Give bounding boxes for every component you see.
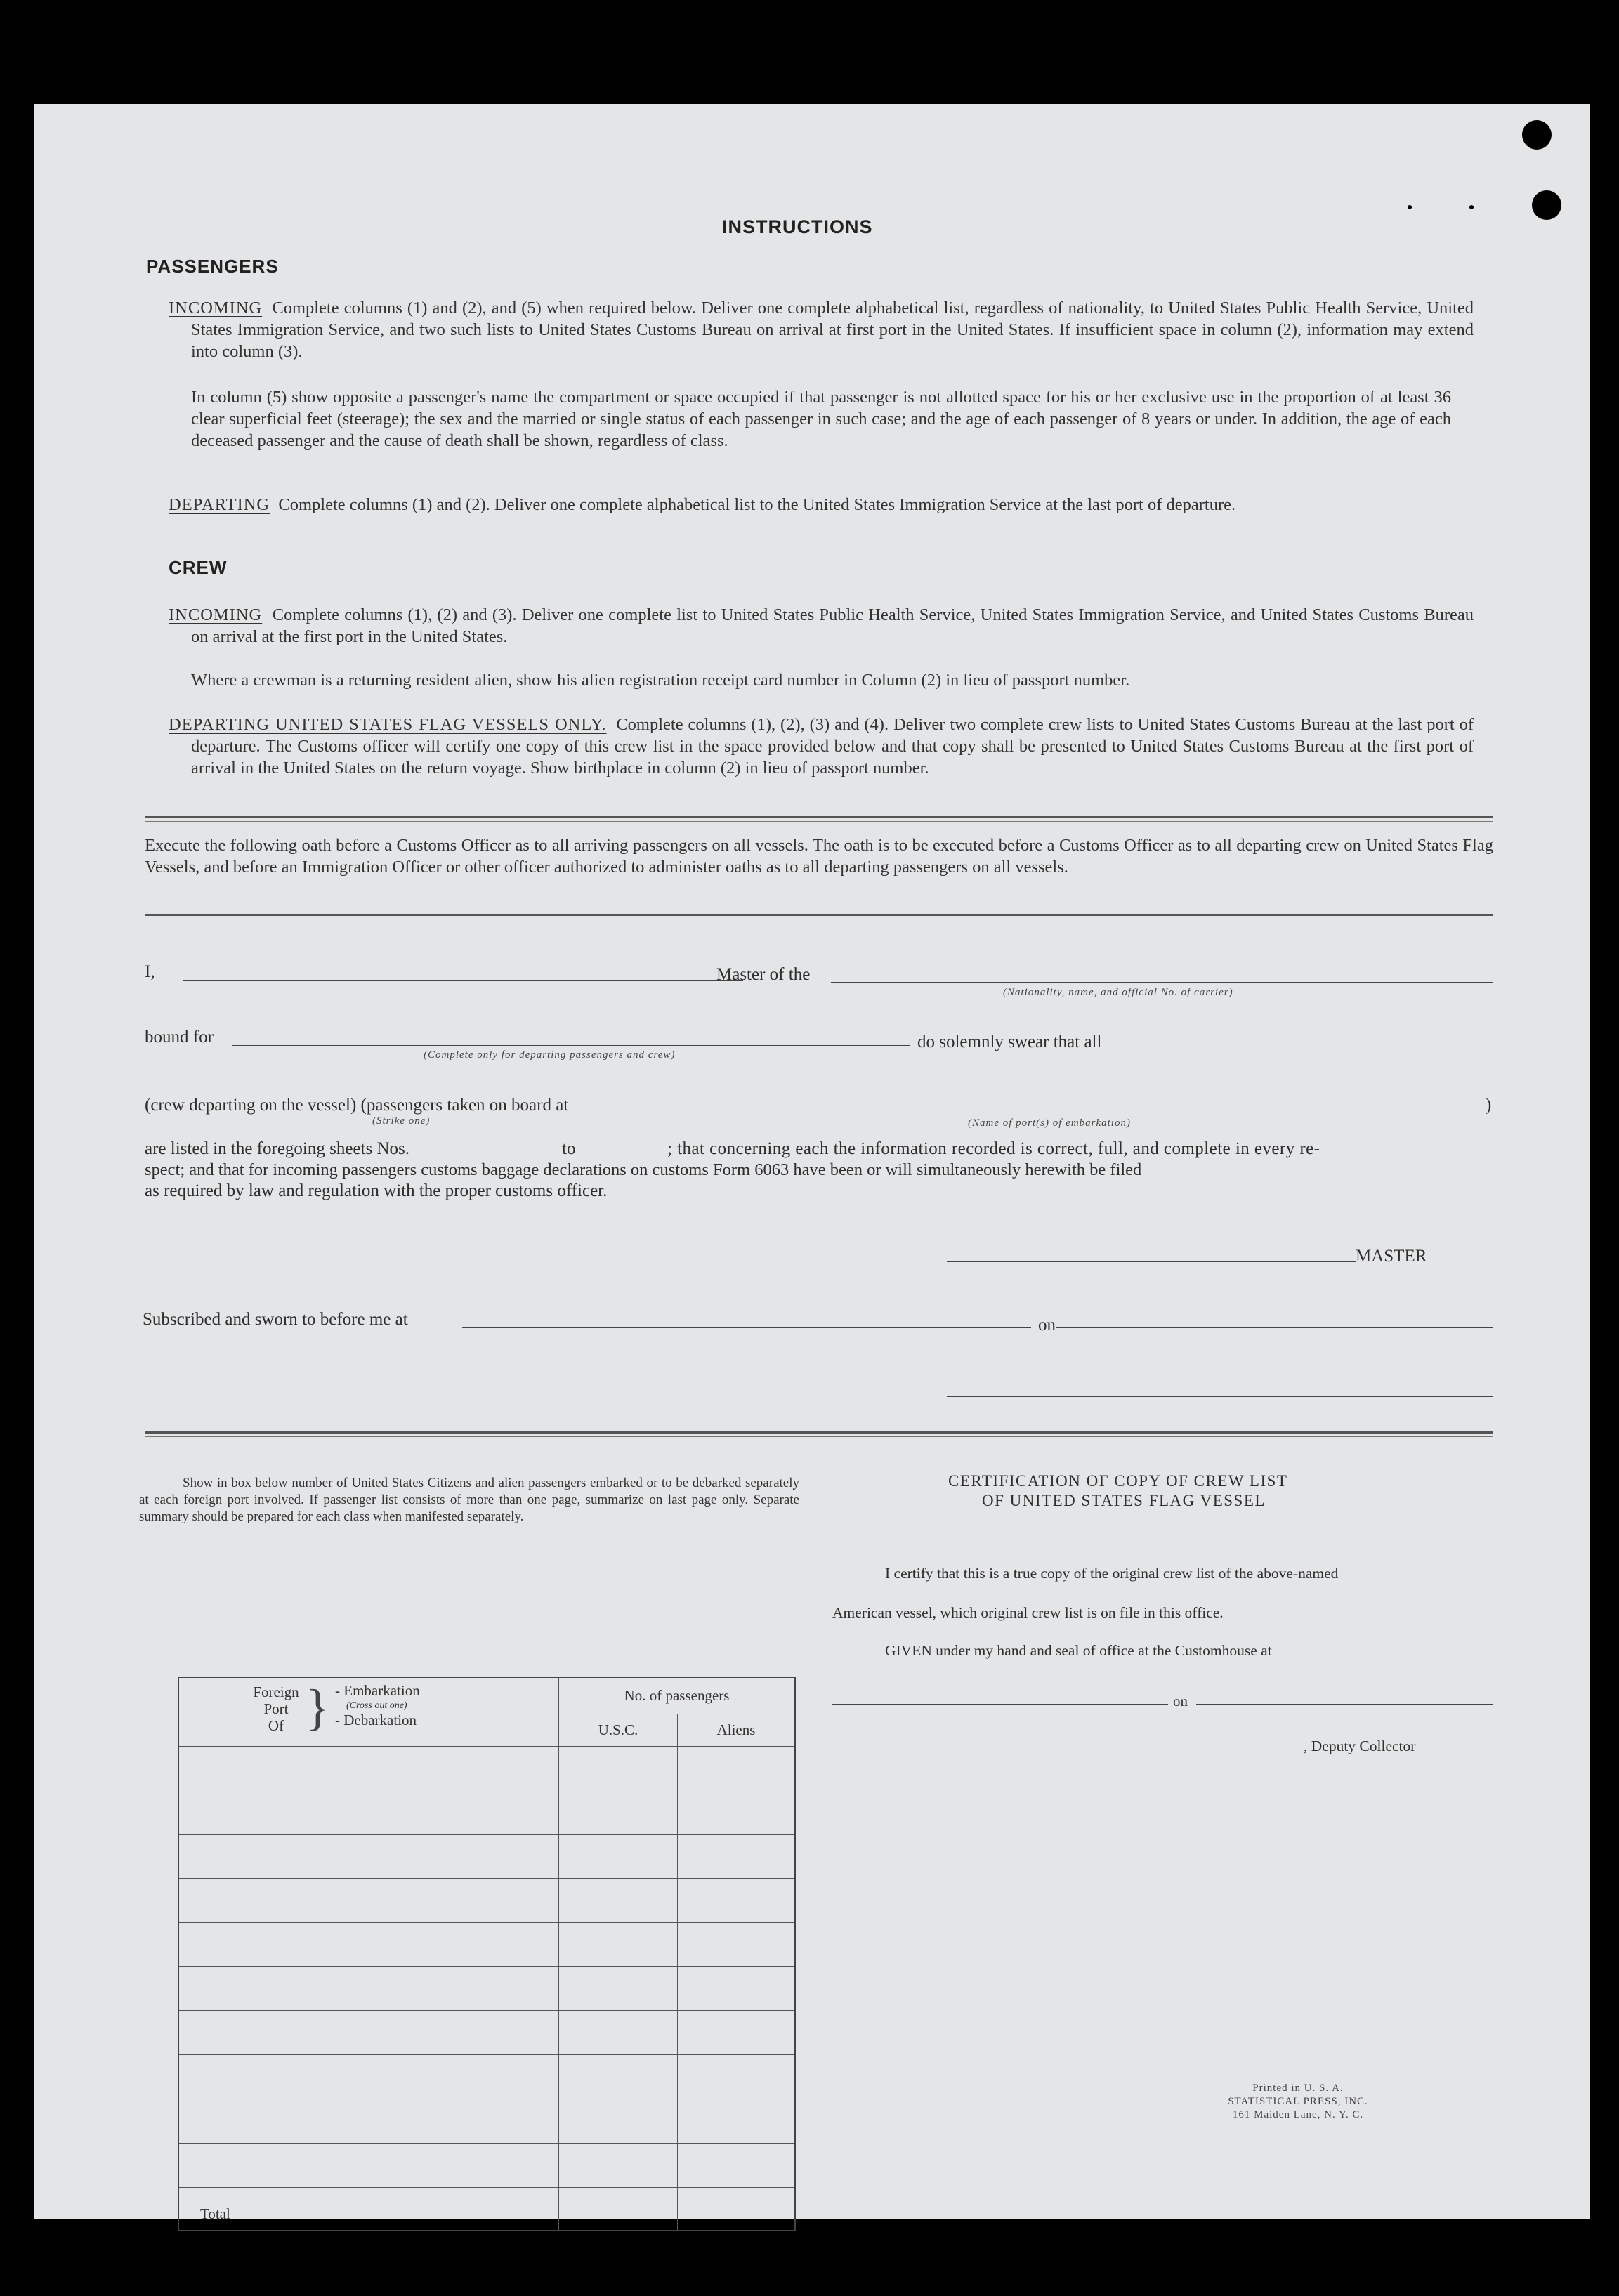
oath-i-label: I, [145,962,155,981]
certification-line-2: American vessel, which original crew list is on file in this office. [832,1604,1224,1621]
passengers-incoming-text: Complete columns (1) and (2), and (5) when required below. Deliver one complete alphabetical list, regardless of nationality, to United States Public Health Service, United States Immigration Service, and two such lists to United States Customs Bureau on arrival at first port in the United States. If insufficient space in column (2), information may extend into column (3). [191,299,1474,361]
crew-departing-label: (crew departing on the vessel) (passengers taken on board at [145,1096,569,1115]
total-usc-cell[interactable] [559,2187,678,2231]
crew-incoming-paragraph [169,604,1474,648]
carrier-hint: (Nationality, name, and official No. of carrier) [1003,987,1233,998]
usc-cell[interactable] [559,1835,678,1879]
speck [1408,205,1412,209]
port-row-8[interactable] [178,2055,559,2099]
carrier-field[interactable] [831,982,1493,983]
crew-incoming-label: INCOMING [169,605,263,624]
no-passengers-header: No. of passengers [559,1677,796,1714]
crew-departing-paragraph [169,714,1474,779]
usc-cell[interactable] [559,1790,678,1835]
total-label: Total [178,2187,559,2231]
total-aliens-cell[interactable] [678,2187,796,2231]
crew-departing-label: DEPARTING UNITED STATES FLAG VESSELS ONLY. [169,715,607,734]
port-row-4[interactable] [178,1878,559,1922]
port-row-1[interactable] [178,1746,559,1790]
close-paren: ) [1486,1096,1492,1115]
aliens-cell[interactable] [678,1835,796,1879]
bound-for-hint: (Complete only for departing passengers and crew) [424,1049,676,1061]
aliens-cell[interactable] [678,1922,796,1967]
passengers-incoming-paragraph [169,297,1474,362]
usc-cell[interactable] [559,2143,678,2187]
printer-line-2: STATISTICAL PRESS, INC. [1228,2096,1368,2107]
speck [1469,205,1474,209]
crew-alien-paragraph: Where a crewman is a returning resident alien, show his alien registration receipt card number in Column (2) in lieu of passport number. [191,671,1130,690]
oath-body-1: ; that concerning each the information recorded is correct, full, and complete in every re- [667,1139,1320,1158]
sworn-place-field[interactable] [462,1327,1031,1328]
usc-cell[interactable] [559,1878,678,1922]
bottom-divider [145,1431,1493,1437]
oath-divider [145,914,1493,919]
aliens-cell[interactable] [678,2143,796,2187]
aliens-cell[interactable] [678,1790,796,1835]
master-signature-field[interactable] [947,1261,1356,1262]
foreign-port-header: Foreign Port Of } - Embarkation (Cross out one) - Debarkation [178,1677,559,1746]
swear-label: do solemnly swear that all [917,1032,1102,1051]
usc-cell[interactable] [559,2011,678,2055]
aliens-cell[interactable] [678,1746,796,1790]
passengers-column5-paragraph: In column (5) show opposite a passenger's name the compartment or space occupied if that passenger is not allotted space for his or her exclusive use in the proportion of at least 36 clear superficial feet (steerage); the sex and the married or single status of each passenger in such case; and the age of each passenger of 8 years or under. In addition, the age of each deceased passenger and the cause of death shall be shown, regardless of class. [191,388,1451,450]
certification-subtitle: OF UNITED STATES FLAG VESSEL [982,1492,1266,1509]
punch-hole [1522,120,1552,150]
embarkation-label: - Embarkation [335,1682,420,1699]
master-name-field[interactable] [183,980,743,981]
master-of-label: Master of the [716,965,811,984]
passengers-heading: PASSENGERS [146,256,279,277]
bound-for-label: bound for [145,1028,214,1047]
crew-departing-text: Complete columns (1), (2), (3) and (4). Deliver two complete crew lists to United States Customs Bureau at the last port of departure. The Customs officer will certify one copy of this crew list in the space provided below and that copy shall be presented to United States Customs Bureau at the first port of arrival in the United States on the return voyage. Show birthplace in column (2) in lieu of passport number. [191,715,1474,778]
page-title: INSTRUCTIONS [722,216,873,237]
of-label: Of [268,1717,284,1734]
port-row-2[interactable] [178,1790,559,1835]
aliens-cell[interactable] [678,1967,796,2011]
usc-header: U.S.C. [559,1714,678,1746]
deputy-collector-label: , Deputy Collector [1304,1738,1416,1754]
printer-line-1: Printed in U. S. A. [1252,2082,1344,2094]
usc-cell[interactable] [559,2099,678,2143]
crew-heading: CREW [169,557,228,578]
passengers-departing-paragraph [169,494,1474,516]
certification-on-label: on [1173,1693,1188,1710]
aliens-cell[interactable] [678,2011,796,2055]
printer-line-3: 161 Maiden Lane, N. Y. C. [1232,2109,1364,2120]
subscribed-label: Subscribed and sworn to before me at [143,1310,408,1329]
sheets-to-label: to [562,1139,576,1158]
port-row-10[interactable] [178,2143,559,2187]
summary-instructions: Show in box below number of United States Citizens and alien passengers embarked or to be debarked separately at each foreign port involved. If passenger list consists of more than one page, summarize on last page only. Separate summary should be prepared for each class when manifested separately. [139,1476,799,1524]
oath-body-2: spect; and that for incoming passengers customs baggage declarations on customs Form 6063 have been or will simultaneously herewith be filed [145,1160,1142,1179]
sworn-on-label: on [1038,1316,1056,1334]
foreign-label: Foreign [253,1684,299,1700]
port-row-5[interactable] [178,1922,559,1967]
debarkation-label: - Debarkation [335,1712,417,1728]
aliens-header: Aliens [678,1714,796,1746]
officer-signature-field[interactable] [947,1396,1493,1397]
form-page [34,104,1590,2222]
crew-incoming-text: Complete columns (1), (2) and (3). Deliver one complete list to United States Public Health Service, United States Immigration Service, and United States Customs Bureau on arrival at the first port in the United States. [191,605,1474,646]
certification-date-field[interactable] [1196,1704,1493,1705]
cross-out-hint: (Cross out one) [346,1700,407,1711]
printer-imprint [1193,2082,1403,2122]
usc-cell[interactable] [559,1967,678,2011]
passengers-departing-label: DEPARTING [169,495,270,514]
oath-intro: Execute the following oath before a Customs Officer as to all arriving passengers on all vessels. The oath is to be executed before a Customs Officer as to all departing crew on United States Flag Vessels, and before an Immigration Officer or other officer authorized to administer oaths as to all departing passengers on all vessels. [145,836,1493,877]
section-divider [145,816,1493,822]
port-row-6[interactable] [178,1967,559,2011]
usc-cell[interactable] [559,1746,678,1790]
port-label: Port [263,1700,289,1717]
strike-one-hint: (Strike one) [372,1115,431,1127]
passengers-departing-text: Complete columns (1) and (2). Deliver one complete alphabetical list to the United States Immigration Service at the last port of departure. [278,495,1236,514]
port-row-9[interactable] [178,2099,559,2143]
aliens-cell[interactable] [678,2055,796,2099]
port-row-3[interactable] [178,1835,559,1879]
aliens-cell[interactable] [678,2099,796,2143]
certification-line-3: GIVEN under my hand and seal of office at the Customhouse at [885,1642,1272,1659]
master-label: MASTER [1356,1247,1427,1266]
sworn-date-field[interactable] [1056,1327,1493,1328]
customhouse-field[interactable] [832,1704,1168,1705]
usc-cell[interactable] [559,2055,678,2099]
passengers-incoming-label: INCOMING [169,299,263,317]
certification-title: CERTIFICATION OF COPY OF CREW LIST [948,1472,1288,1490]
oath-body-3: as required by law and regulation with the proper customs officer. [145,1181,608,1200]
passenger-summary-table [178,1677,796,2231]
certification-line-1: I certify that this is a true copy of the original crew list of the above-named [885,1565,1339,1582]
sheets-label: are listed in the foregoing sheets Nos. [145,1139,409,1158]
usc-cell[interactable] [559,1922,678,1967]
aliens-cell[interactable] [678,1878,796,1922]
bound-for-field[interactable] [232,1045,910,1046]
punch-hole [1532,190,1561,220]
port-row-7[interactable] [178,2011,559,2055]
port-hint: (Name of port(s) of embarkation) [968,1117,1131,1129]
